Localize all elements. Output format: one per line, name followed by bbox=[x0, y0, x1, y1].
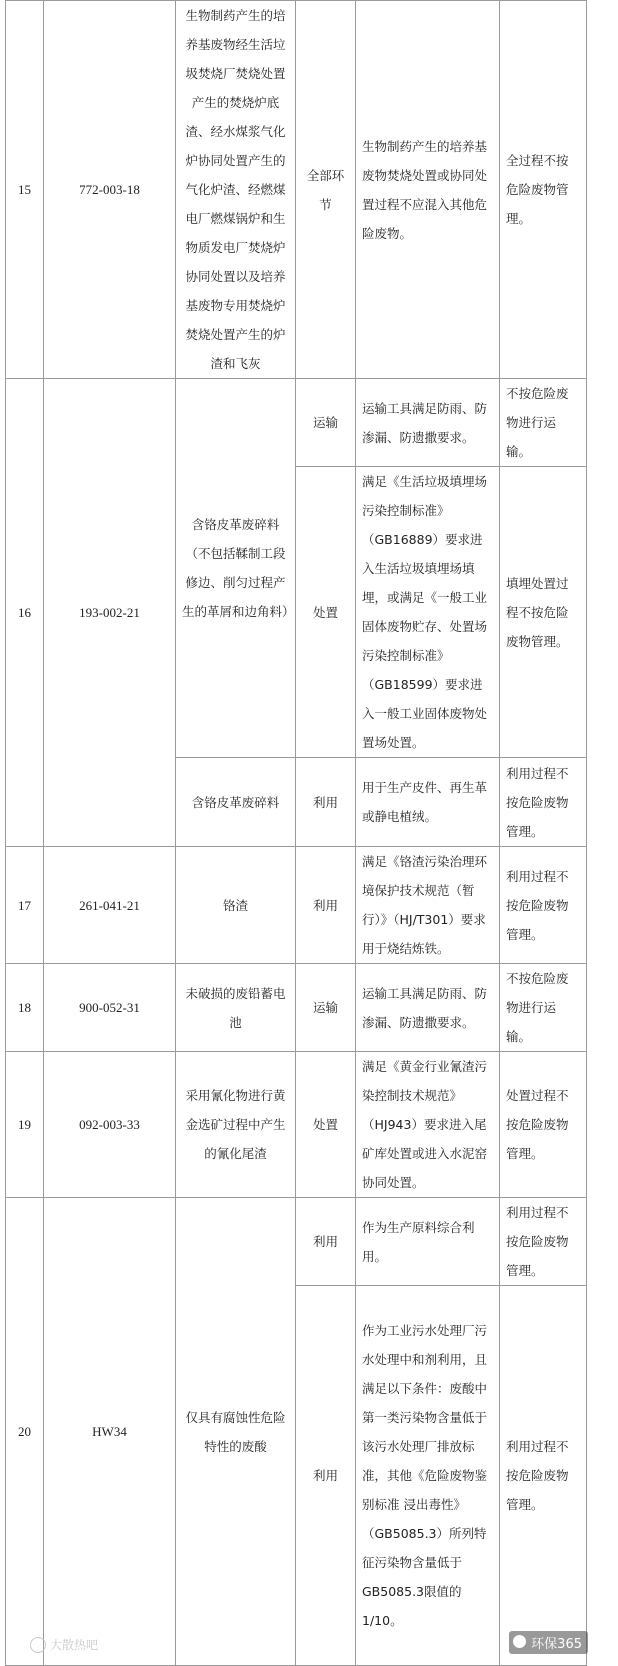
exempt-link: 运输 bbox=[296, 379, 356, 467]
row-number: 19 bbox=[6, 1052, 44, 1198]
exemption-conditions: 运输工具满足防雨、防渗漏、防遗撒要求。 bbox=[356, 379, 500, 467]
table-row bbox=[6, 1198, 587, 1286]
exempt-link: 利用 bbox=[296, 758, 356, 847]
watermark-right-text: 环保365 bbox=[531, 1637, 582, 1652]
exemption-content: 处置过程不按危险废物管理。 bbox=[500, 1052, 587, 1198]
table-row bbox=[6, 379, 587, 467]
weibo-icon bbox=[30, 1637, 46, 1653]
exempt-link: 利用 bbox=[296, 1198, 356, 1286]
exempt-link: 处置 bbox=[296, 1052, 356, 1198]
watermark-left bbox=[30, 1636, 98, 1653]
waste-name: 生物制药产生的培养基废物经生活垃圾焚烧厂焚烧处置产生的焚烧炉底渣、经水煤浆气化炉协同处置产生的气化炉渣、经燃煤电厂燃煤锅炉和生物质发电厂焚烧炉协同处置以及培养基废物专用焚烧炉焚烧处置产生的炉渣和飞灰 bbox=[176, 1, 296, 379]
exemption-conditions: 满足《生活垃圾填埋场污染控制标准》（GB16889）要求进入生活垃圾填埋场填埋，或满足《一般工业固体废物贮存、处置场污染控制标准》（GB18599）要求进入一般工业固体废物处置场处置。 bbox=[356, 467, 500, 758]
waste-code: 772-003-18 bbox=[44, 1, 176, 379]
waste-name: 未破损的废铅蓄电池 bbox=[176, 964, 296, 1052]
waste-name: 含铬皮革废碎料（不包括鞣制工段修边、削匀过程产生的革屑和边角料） bbox=[176, 379, 296, 758]
exemption-content: 填埋处置过程不按危险废物管理。 bbox=[500, 467, 587, 758]
exemption-conditions: 满足《铬渣污染治理环境保护技术规范（暂行）》（HJ/T301）要求用于烧结炼铁。 bbox=[356, 847, 500, 964]
waste-code: 261-041-21 bbox=[44, 847, 176, 964]
exempt-link: 处置 bbox=[296, 467, 356, 758]
waste-name: 含铬皮革废碎料 bbox=[176, 758, 296, 847]
waste-code: 900-052-31 bbox=[44, 964, 176, 1052]
exemption-content: 利用过程不按危险废物管理。 bbox=[500, 847, 587, 964]
row-number: 15 bbox=[6, 1, 44, 379]
watermark-right bbox=[509, 1631, 588, 1654]
hazardous-waste-exemption-table bbox=[5, 0, 587, 1666]
watermark-left-text: 大散热吧 bbox=[50, 1638, 99, 1652]
table-row bbox=[6, 1052, 587, 1198]
waste-name: 铬渣 bbox=[176, 847, 296, 964]
waste-code: HW34 bbox=[44, 1198, 176, 1666]
exempt-link: 利用 bbox=[296, 1286, 356, 1666]
exemption-conditions: 生物制药产生的培养基废物焚烧处置或协同处置过程不应混入其他危险废物。 bbox=[356, 1, 500, 379]
row-number: 20 bbox=[6, 1198, 44, 1666]
wechat-icon bbox=[513, 1635, 526, 1648]
waste-name: 采用氰化物进行黄金选矿过程中产生的氰化尾渣 bbox=[176, 1052, 296, 1198]
row-number: 16 bbox=[6, 379, 44, 847]
row-number: 17 bbox=[6, 847, 44, 964]
table-row bbox=[6, 964, 587, 1052]
exemption-content: 不按危险废物进行运输。 bbox=[500, 964, 587, 1052]
exemption-conditions: 运输工具满足防雨、防渗漏、防遗撒要求。 bbox=[356, 964, 500, 1052]
waste-code: 092-003-33 bbox=[44, 1052, 176, 1198]
exemption-conditions: 满足《黄金行业氰渣污染控制技术规范》（HJ943）要求进入尾矿库处置或进入水泥窑协同处置。 bbox=[356, 1052, 500, 1198]
exemption-conditions: 作为工业污水处理厂污水处理中和剂利用，且满足以下条件：废酸中第一类污染物含量低于该污水处理厂排放标准，其他《危险废物鉴别标准 浸出毒性》（GB5085.3）所列特征污染物含量低于GB5085.3限值的1/10。 bbox=[356, 1286, 500, 1666]
table-row bbox=[6, 1, 587, 379]
table-row bbox=[6, 847, 587, 964]
exemption-content: 利用过程不按危险废物管理。 bbox=[500, 1198, 587, 1286]
waste-name: 仅具有腐蚀性危险特性的废酸 bbox=[176, 1198, 296, 1666]
exemption-content: 不按危险废物进行运输。 bbox=[500, 379, 587, 467]
exempt-link: 全部环节 bbox=[296, 1, 356, 379]
exemption-content: 全过程不按危险废物管理。 bbox=[500, 1, 587, 379]
row-number: 18 bbox=[6, 964, 44, 1052]
waste-code: 193-002-21 bbox=[44, 379, 176, 847]
exemption-content: 利用过程不按危险废物管理。 bbox=[500, 1286, 587, 1666]
exemption-content: 利用过程不按危险废物管理。 bbox=[500, 758, 587, 847]
exempt-link: 运输 bbox=[296, 964, 356, 1052]
exemption-conditions: 用于生产皮件、再生革或静电植绒。 bbox=[356, 758, 500, 847]
exempt-link: 利用 bbox=[296, 847, 356, 964]
exemption-conditions: 作为生产原料综合利用。 bbox=[356, 1198, 500, 1286]
